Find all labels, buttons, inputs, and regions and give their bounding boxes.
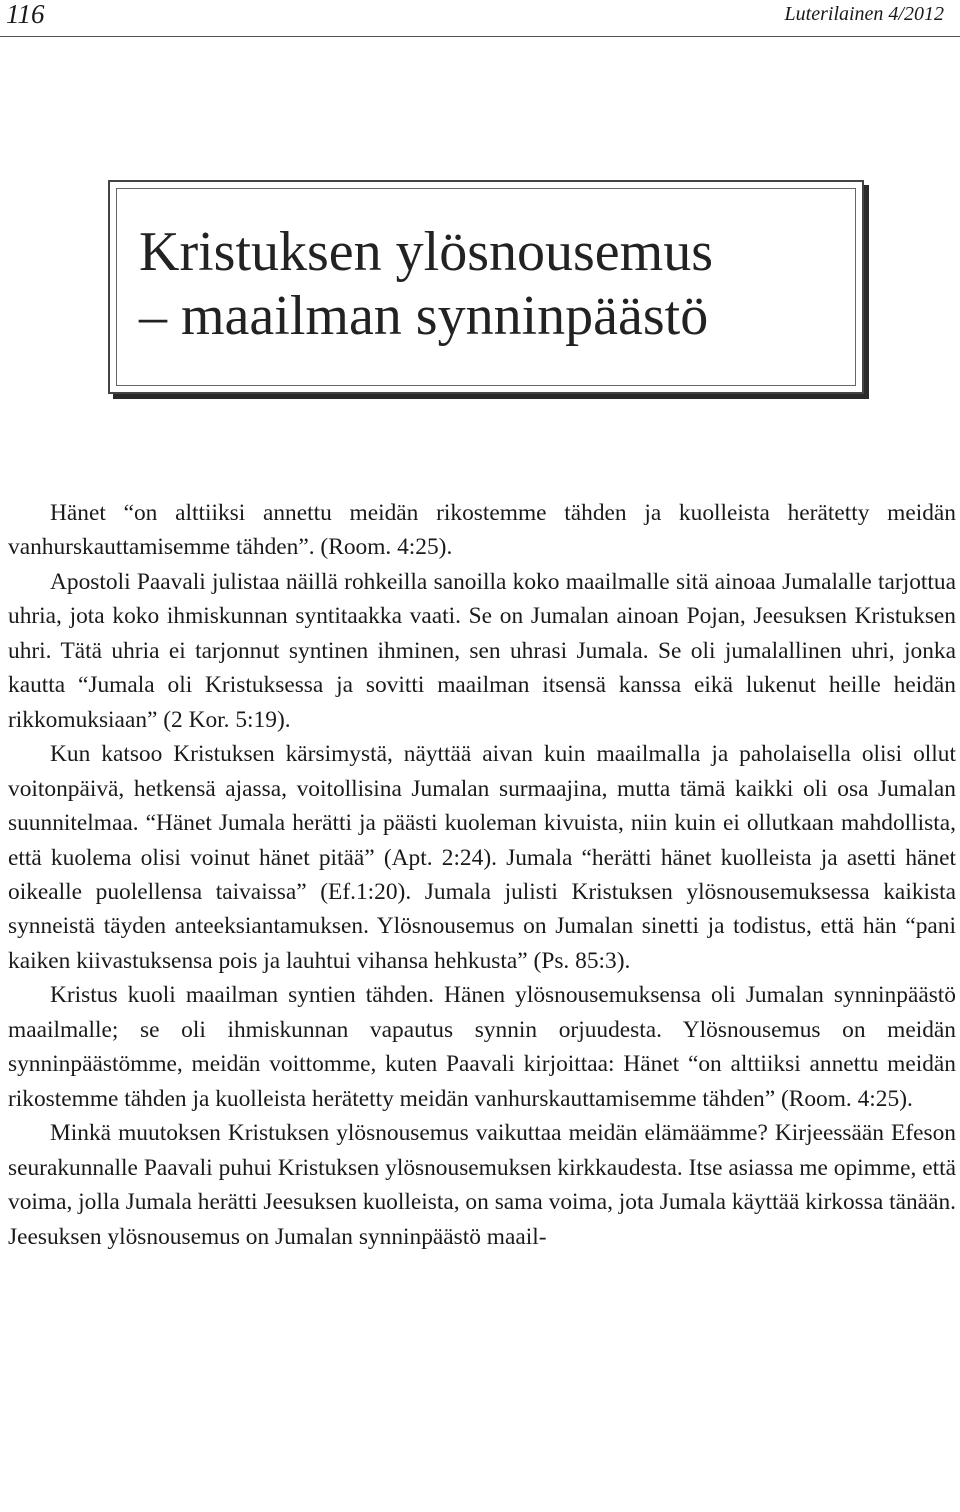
article-body [8,496,956,1254]
paragraph-3: Kun katsoo Kristuksen kärsimystä, näyttää aivan kuin maailmalla ja paholaisella olisi ollut voitonpäivä, hetkensä ajassa, voitollisina Jumalan surmaajina, mutta tämä kaikki oli osa Jumalan suunnitelmaa. “Hänet Jumala herätti ja päästi kuoleman kivuista, niin kuin ei ollutkaan mahdollista, että kuolema olisi voinut hänet pitää” (Apt. 2:24). Jumala “herätti hänet kuolleista ja asetti hänet oikealle puolellensa taivaissa” (Ef.1:20). Jumala julisti Kristuksen ylösnousemuksessa kaikista synneistä täyden anteeksiantamuksen. Ylösnousemus on Jumalan sinetti ja todistus, että hän “pani kaiken kiivastuksensa pois ja lauhtui vihansa hehkusta” (Ps. 85:3). [8,741,956,974]
title-line-2: – maailman synninpäästö [139,285,709,347]
header-rule [0,36,960,37]
title-line-1: Kristuksen ylösnousemus [139,221,713,283]
page-number: 116 [6,0,45,29]
title-box-inner-border [116,188,856,386]
page-header [0,0,960,40]
paragraph-5: Minkä muutoksen Kristuksen ylösnousemus vaikuttaa meidän elämäämme? Kirjeessään Efeson seurakunnalle Paavali puhui Kristuksen ylösnousemuksen kirkkaudesta. Itse asiassa me opimme, että voima, jolla Jumala herätti Jeesuksen kuolleista, on sama voima, jota Jumala käyttää kirkossa tänään. Jeesuksen ylösnousemus on Jumalan synninpäästö maail- [8,1120,956,1250]
paragraph-1: Hänet “on alttiiksi annettu meidän rikostemme tähden ja kuolleista herätetty meidän vanhurskauttamisemme tähden”. (Room. 4:25). [8,500,956,561]
paragraph-4: Kristus kuoli maailman syntien tähden. Hänen ylösnousemuksensa oli Jumalan synninpäästö maailmalle; se oli ihmiskunnan vapautus synnin orjuudesta. Ylösnousemus on meidän synninpäästömme, meidän voittomme, kuten Paavali kirjoittaa: Hänet “on alttiiksi annettu meidän rikostemme tähden ja kuolleista herätetty meidän vanhurskauttamisemme tähden” (Room. 4:25). [8,982,956,1112]
running-head-publication: Luterilainen 4/2012 [784,3,944,25]
title-box [108,180,864,394]
paragraph-2: Apostoli Paavali julistaa näillä rohkeilla sanoilla koko maailmalle sitä ainoaa Jumalalle tarjottua uhria, jota koko ihmiskunnan syntitaakka vaati. Se on Jumalan ainoan Pojan, Jeesuksen Kristuksen uhri. Tätä uhria ei tarjonnut syntinen ihminen, sen uhrasi Jumala. Se oli jumalallinen uhri, jonka kautta “Jumala oli Kristuksessa ja sovitti maailman itsensä kanssa eikä lukenut heille heidän rikkomuksiaan” (2 Kor. 5:19). [8,568,956,733]
